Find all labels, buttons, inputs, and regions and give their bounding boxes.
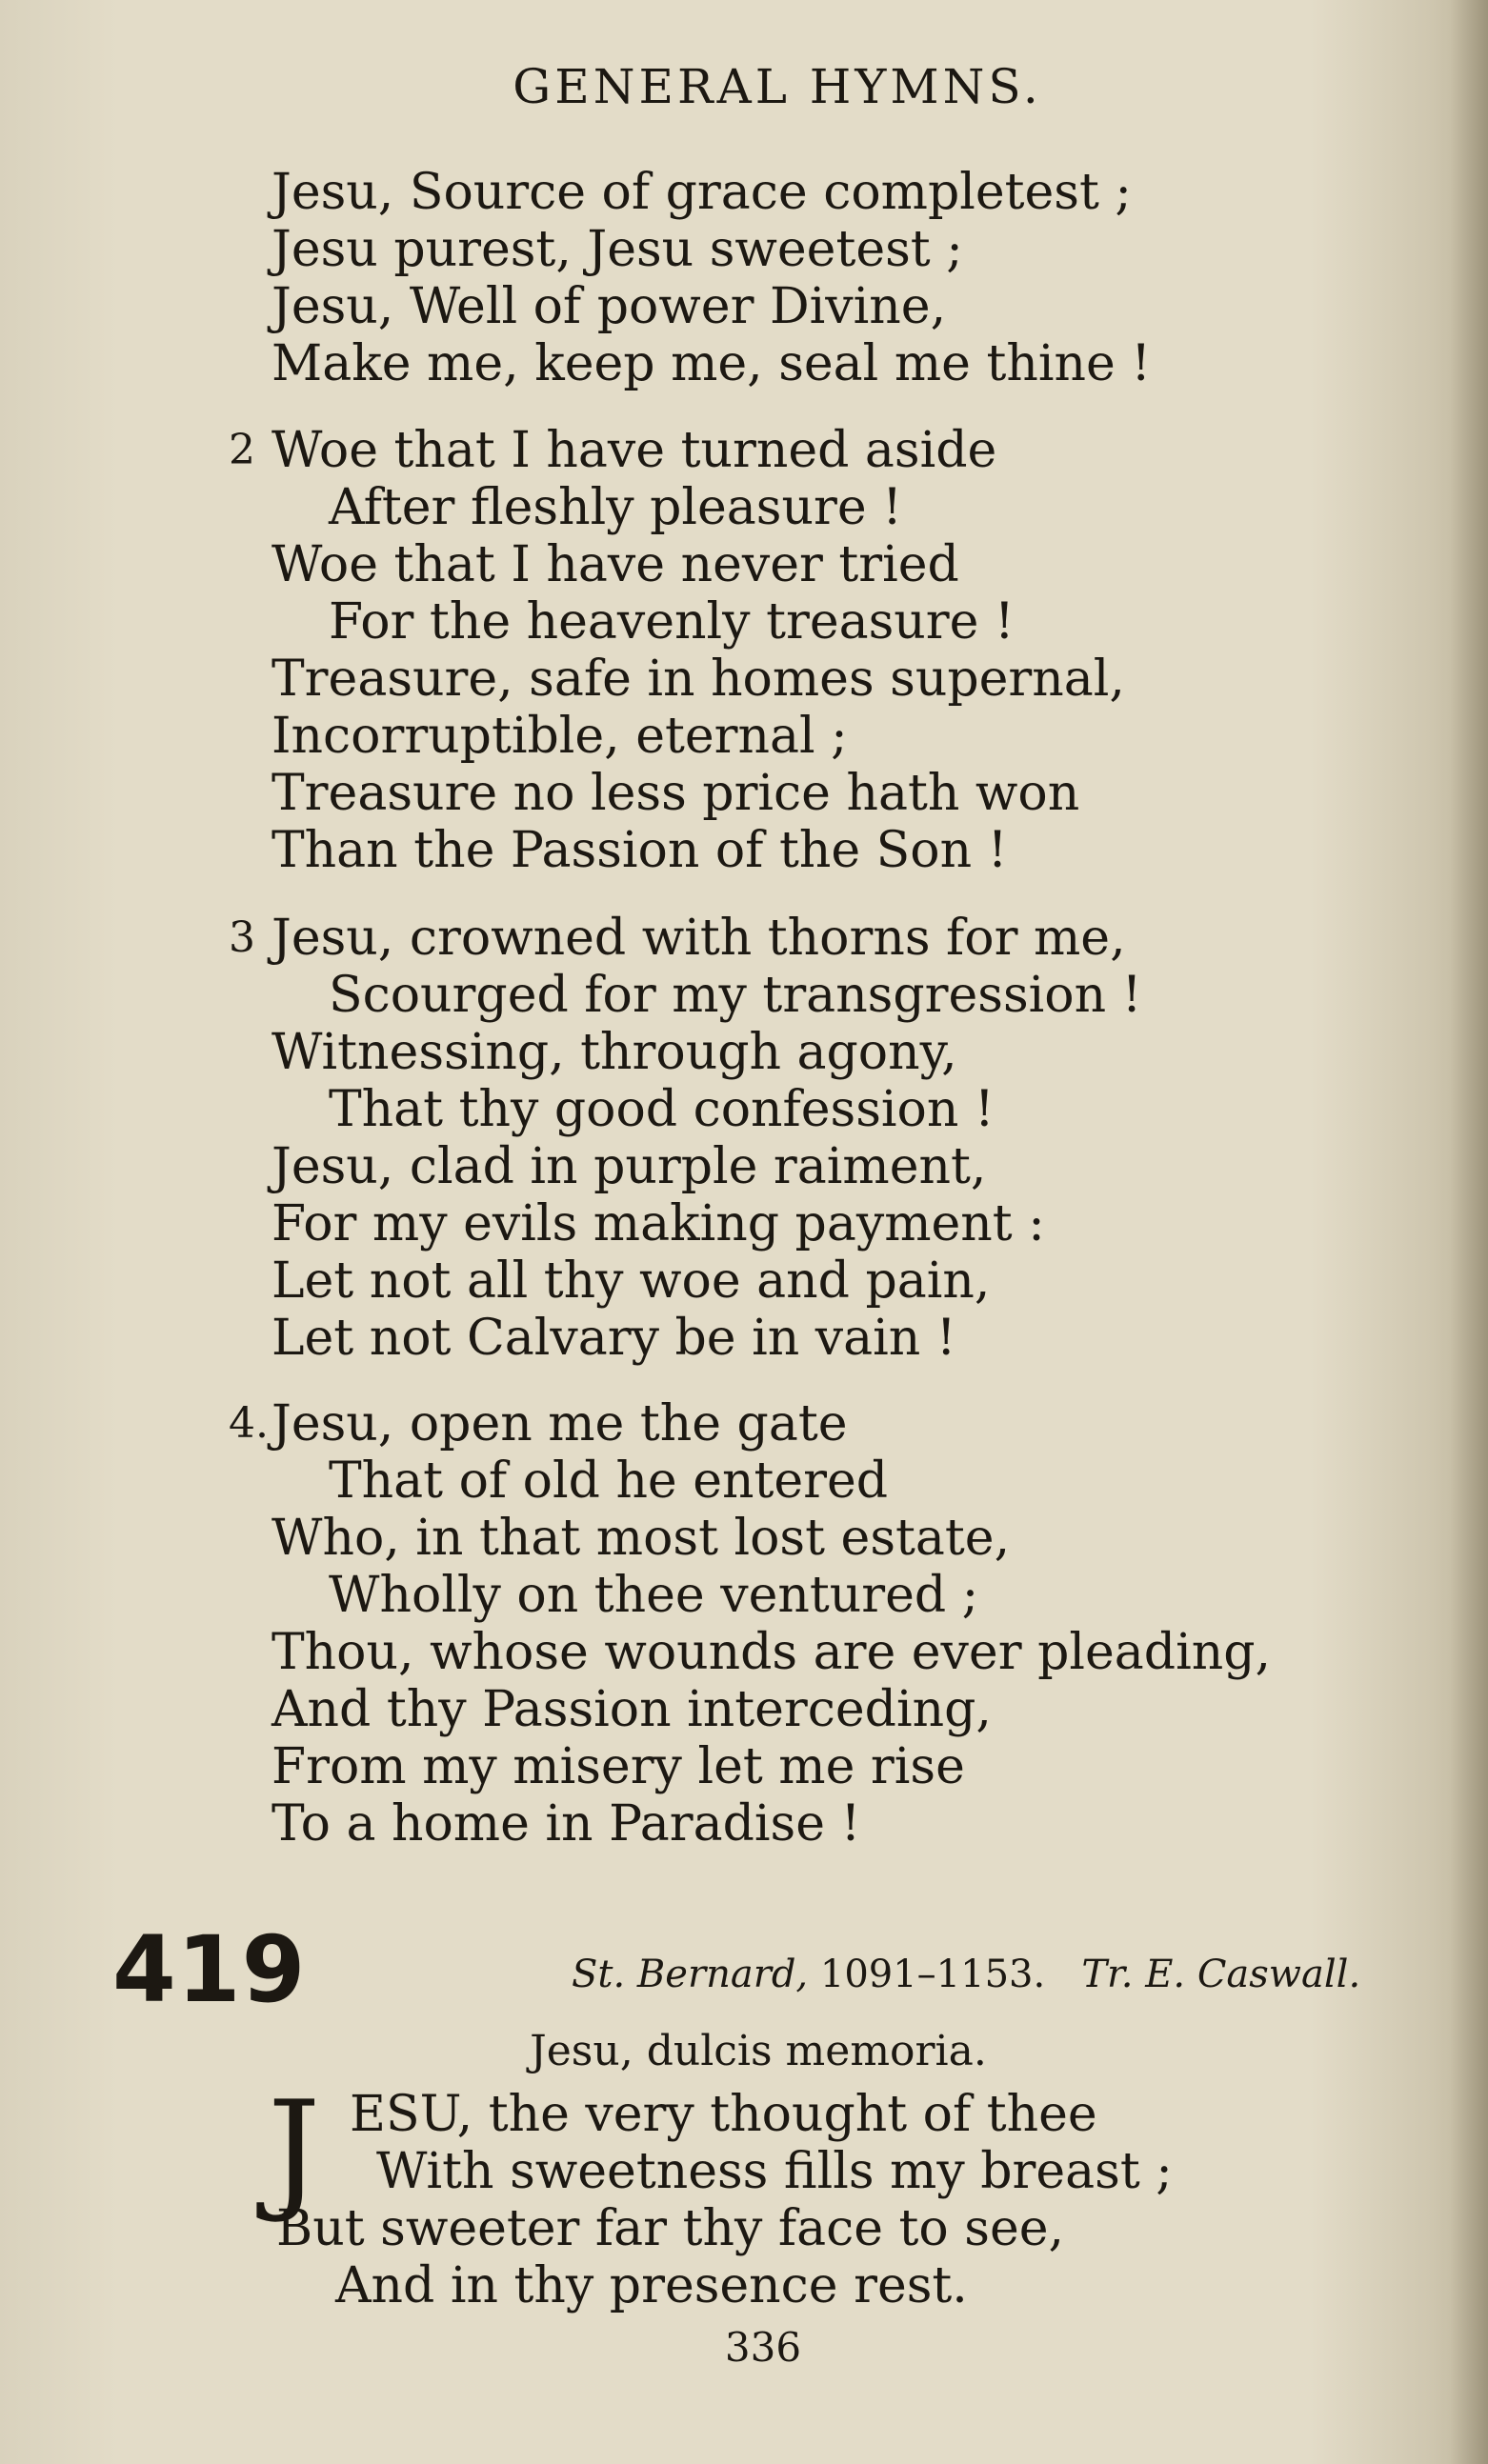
hymn-number: 419: [112, 1916, 307, 2023]
translator-name: E. Caswall.: [1145, 1953, 1361, 1996]
stanza-line: Let not all thy woe and pain,: [271, 1252, 991, 1310]
hymn-attribution: [572, 1953, 1360, 1996]
stanza-line: That of old he entered: [329, 1452, 889, 1510]
stanza-line: Thou, whose wounds are ever pleading,: [271, 1624, 1272, 1681]
drop-cap: J: [268, 2073, 321, 2226]
page-number: 336: [724, 2324, 802, 2371]
stanza-line: Woe that I have never tried: [271, 536, 959, 593]
stanza-line: Jesu, Source of grace completest ;: [271, 164, 1132, 221]
stanza-line: And in thy presence rest.: [335, 2257, 968, 2314]
stanza-line: With sweetness fills my breast ;: [376, 2143, 1173, 2200]
stanza-line: Jesu, clad in purple raiment,: [271, 1138, 987, 1195]
latin-title: Jesu, dulcis memoria.: [530, 2027, 987, 2075]
stanza-line-text: Woe that I have turned aside: [271, 422, 997, 479]
stanza-number: 4.: [229, 1399, 269, 1448]
stanza-line: That thy good confession !: [329, 1081, 995, 1138]
stanza-line: Incorruptible, eternal ;: [271, 708, 848, 765]
stanza-line: Scourged for my transgression !: [329, 967, 1142, 1024]
stanza-line: For my evils making payment :: [271, 1195, 1045, 1252]
stanza-4: [229, 1395, 1419, 1853]
hymn-419-first-stanza: [268, 2073, 1415, 2314]
author-dates: 1091–1153.: [819, 1953, 1046, 1996]
stanza-line: And thy Passion interceding,: [271, 1681, 992, 1738]
stanza-line: Wholly on thee ventured ;: [329, 1567, 979, 1624]
author-name: St. Bernard,: [572, 1953, 809, 1996]
stanza-line: [229, 910, 1419, 967]
stanza-line: ESU, the very thought of thee: [350, 2086, 1097, 2143]
stanza-line: [229, 422, 1419, 479]
stanza-line: [229, 1395, 1419, 1452]
stanza-line: Treasure, safe in homes supernal,: [271, 651, 1125, 708]
stanza-number: 3: [229, 913, 255, 962]
stanza-line: Witnessing, through agony,: [271, 1024, 957, 1081]
stanza-number: 2: [229, 426, 255, 474]
running-head: GENERAL HYMNS.: [513, 59, 1042, 114]
stanza-line: For the heavenly treasure !: [329, 593, 1015, 651]
page-edge-shadow: [1450, 0, 1488, 2464]
translator-prefix: Tr.: [1081, 1953, 1134, 1996]
stanza-line: But sweeter far thy face to see,: [276, 2200, 1065, 2257]
stanza-line: Than the Passion of the Son !: [271, 822, 1008, 879]
stanza-line: Jesu purest, Jesu sweetest ;: [271, 221, 963, 278]
stanza-line: To a home in Paradise !: [271, 1795, 861, 1853]
stanza-1: [229, 164, 1419, 392]
stanza-3: [229, 910, 1419, 1367]
stanza-line: Who, in that most lost estate,: [271, 1510, 1011, 1567]
stanza-line-text: Jesu, open me the gate: [271, 1395, 848, 1452]
stanza-line: From my misery let me rise: [271, 1738, 965, 1795]
stanza-line-text: Jesu, crowned with thorns for me,: [271, 910, 1126, 967]
stanza-line: Jesu, Well of power Divine,: [271, 278, 947, 335]
stanza-line: Treasure no less price hath won: [271, 765, 1080, 822]
stanza-line: After fleshly pleasure !: [329, 479, 903, 536]
stanza-line: Make me, keep me, seal me thine !: [271, 335, 1152, 392]
stanza-2: [229, 422, 1419, 879]
stanza-line: Let not Calvary be in vain !: [271, 1310, 956, 1367]
